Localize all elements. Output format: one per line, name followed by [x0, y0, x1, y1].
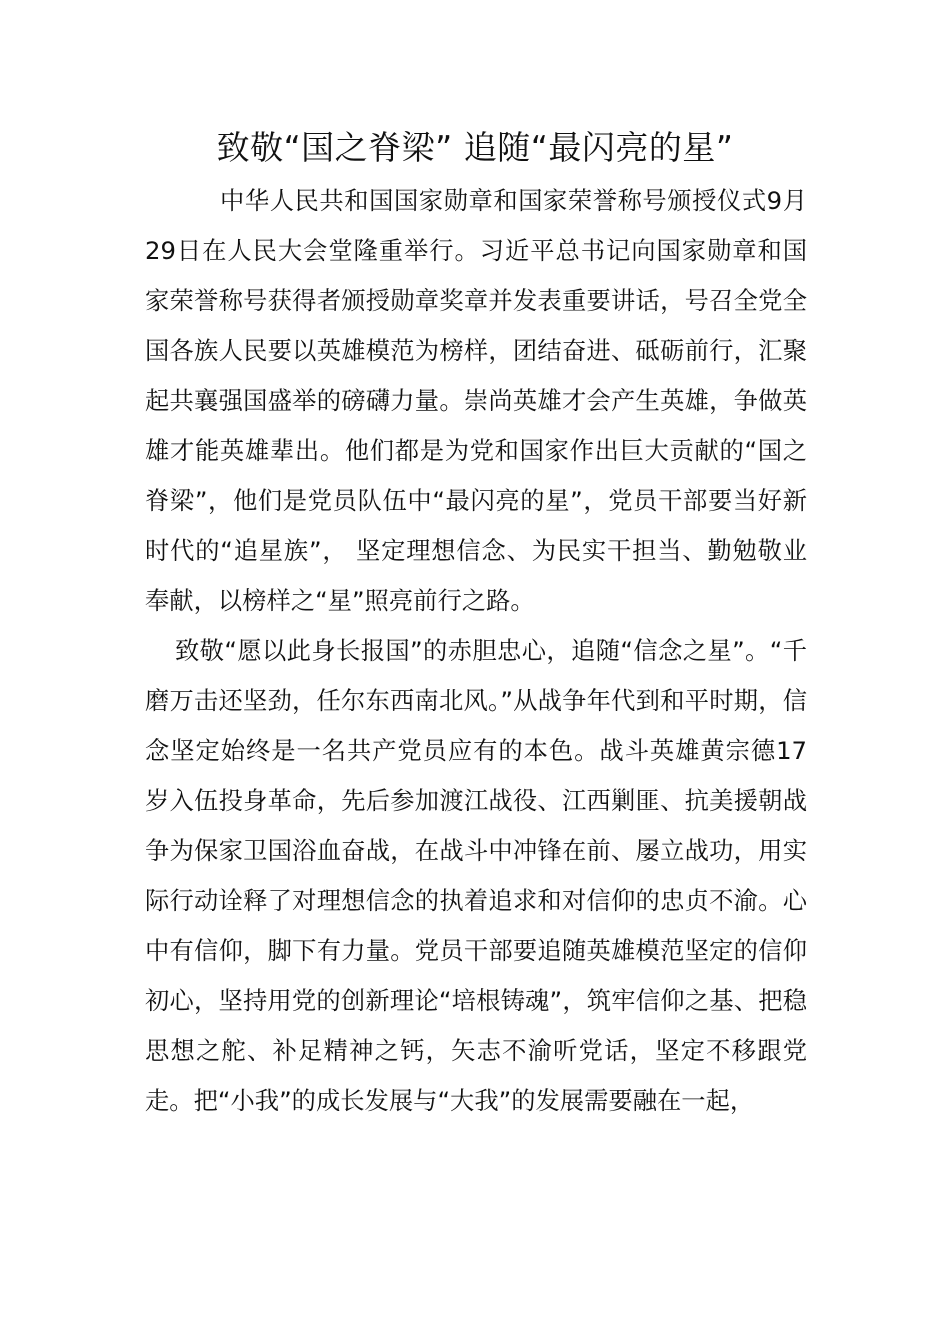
document-body	[145, 176, 807, 1126]
paragraph-1: 中华人民共和国国家勋章和国家荣誉称号颁授仪式9月29日在人民大会堂隆重举行。习近平总书记向国家勋章和国家荣誉称号获得者颁授勋章奖章并发表重要讲话，号召全党全国各族人民要以英雄模范为榜样，团结奋进、砥砺前行，汇聚起共襄强国盛举的磅礴力量。崇尚英雄才会产生英雄，争做英雄才能英雄辈出。他们都是为党和国家作出巨大贡献的“国之脊梁”，他们是党员队伍中“最闪亮的星”，党员干部要当好新时代的“追星族”， 坚定理想信念、为民实干担当、勤勉敬业奉献，以榜样之“星”照亮前行之路。	[145, 186, 807, 615]
paragraph-2: 致敬“愿以此身长报国”的赤胆忠心，追随“信念之星”。“千磨万击还坚劲，任尔东西南北风。”从战争年代到和平时期，信念坚定始终是一名共产党员应有的本色。战斗英雄黄宗德17岁入伍投身革命，先后参加渡江战役、江西剿匪、抗美援朝战争为保家卫国浴血奋战，在战斗中冲锋在前、屡立战功，用实际行动诠释了对理想信念的执着追求和对信仰的忠贞不渝。心中有信仰，脚下有力量。党员干部要追随英雄模范坚定的信仰初心，坚持用党的创新理论“培根铸魂”，筑牢信仰之基、把稳思想之舵、补足精神之钙，矢志不渝听党话，坚定不移跟党走。把“小我”的成长发展与“大我”的发展需要融在一起，	[145, 636, 807, 1115]
document-title: 致敬“国之脊梁” 追随“最闪亮的星”	[216, 128, 734, 167]
